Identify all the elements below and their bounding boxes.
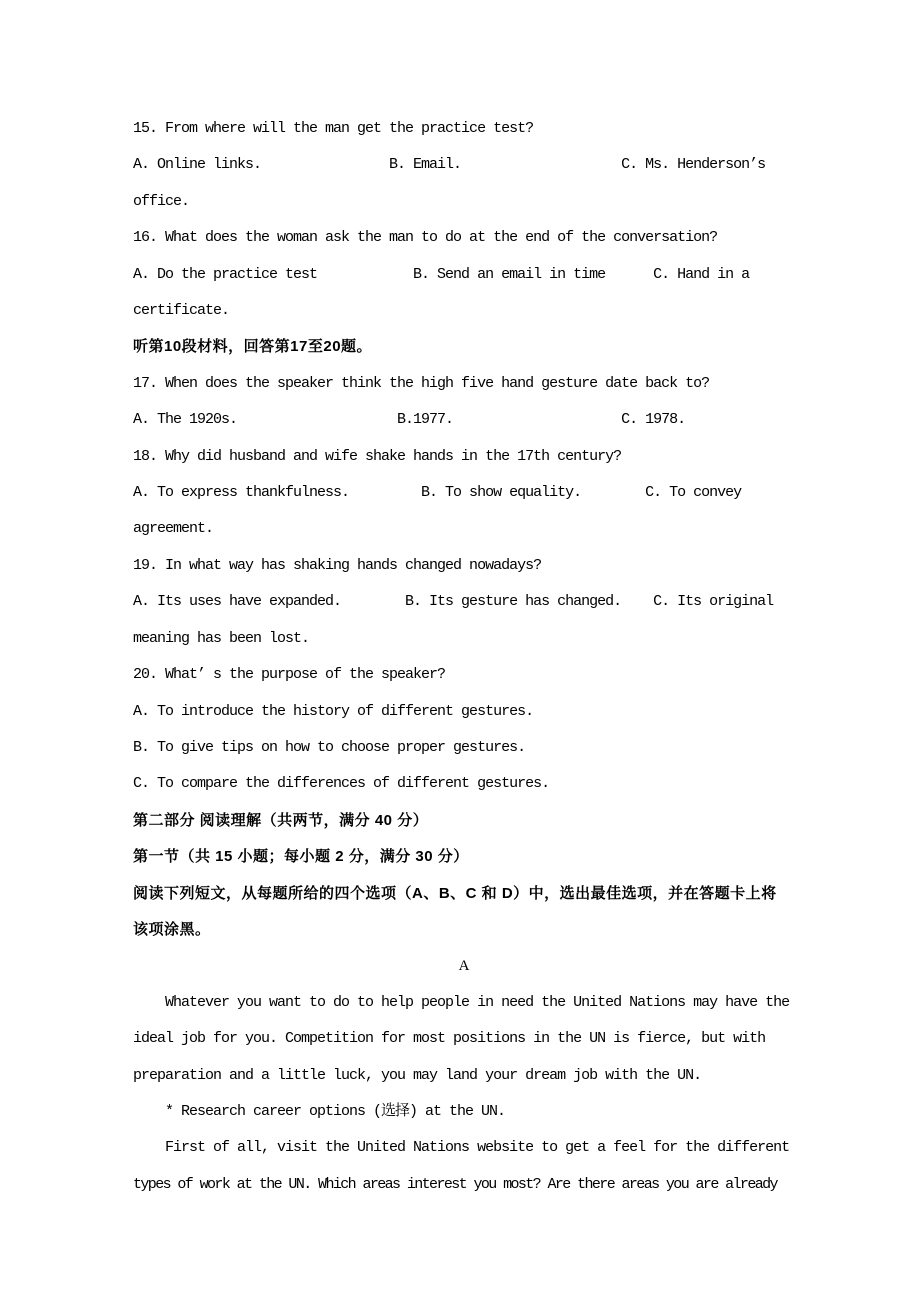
question-18-options: A. To express thankfulness. B. To show equality. C. To convey [133, 484, 742, 502]
question-19-stem: 19. In what way has shaking hands changed nowadays? [133, 556, 542, 574]
section-one-heading: 第一节（共 15 小题；每小题 2 分，满分 30 分） [133, 848, 469, 866]
question-18-stem: 18. Why did husband and wife shake hands in the 17th century? [133, 447, 622, 465]
question-15-option-c-continuation: office. [133, 192, 190, 210]
question-20-option-c: C. To compare the differences of different gestures. [133, 775, 550, 793]
passage-a-heading: A [458, 958, 470, 975]
question-20-stem: 20. What’ s the purpose of the speaker? [133, 666, 446, 684]
part-two-heading: 第二部分 阅读理解（共两节，满分 40 分） [133, 811, 429, 829]
passage-a-paragraph-2-line-1: First of all, visit the United Nations website to get a feel for the different [133, 1139, 790, 1157]
question-18-option-c-continuation: agreement. [133, 520, 214, 538]
reading-instructions-line-2: 该项涂黑。 [133, 920, 211, 938]
listening-section-10-instruction: 听第10段材料，回答第17至20题。 [133, 338, 373, 356]
question-19-options: A. Its uses have expanded. B. Its gesture has changed. C. Its original [133, 593, 774, 611]
reading-instructions-line-1: 阅读下列短文，从每题所给的四个选项（A、B、C 和 D）中，选出最佳选项，并在答题卡上将 [133, 884, 777, 902]
question-17-options: A. The 1920s. B.1977. C. 1978. [133, 411, 686, 429]
question-16-option-c-continuation: certificate. [133, 302, 230, 320]
question-15-stem: 15. From where will the man get the practice test? [133, 120, 534, 137]
question-20-option-a: A. To introduce the history of different gestures. [133, 702, 534, 720]
passage-a-paragraph-2-line-2: types of work at the UN. Which areas interest you most? Are there areas you are already [133, 1175, 777, 1193]
question-15-options: A. Online links. B. Email. C. Ms. Henderson’s [133, 156, 766, 174]
passage-a-subheading-research-options: * Research career options (选择) at the UN. [133, 1102, 506, 1120]
passage-a-paragraph-1-line-3: preparation and a little luck, you may land your dream job with the UN. [133, 1066, 702, 1084]
question-16-stem: 16. What does the woman ask the man to do at the end of the conversation? [133, 229, 718, 247]
passage-a-paragraph-1-line-2: ideal job for you. Competition for most positions in the UN is fierce, but with [133, 1030, 766, 1048]
question-17-stem: 17. When does the speaker think the high five hand gesture date back to? [133, 374, 710, 392]
question-20-option-b: B. To give tips on how to choose proper gestures. [133, 738, 526, 756]
passage-a-paragraph-1-line-1: Whatever you want to do to help people in need the United Nations may have the [133, 993, 790, 1011]
question-19-option-c-continuation: meaning has been lost. [133, 629, 310, 647]
question-16-options: A. Do the practice test B. Send an email in time C. Hand in a [133, 265, 750, 283]
